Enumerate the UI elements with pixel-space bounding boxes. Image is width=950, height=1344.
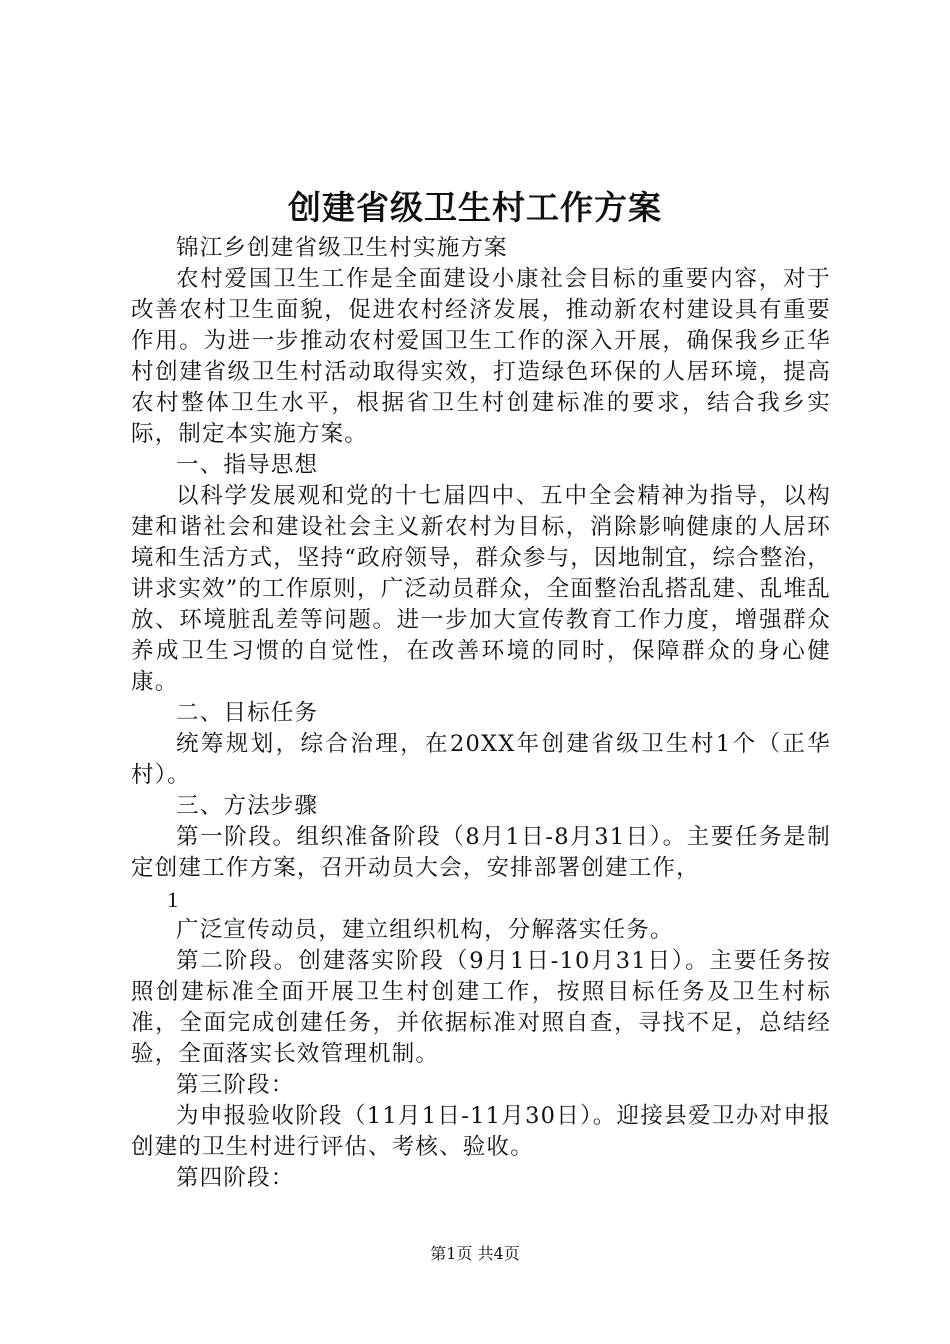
section-heading-methods: 三、方法步骤 — [176, 793, 319, 819]
inline-page-number: 1 — [167, 887, 180, 912]
stage-one-paragraph: 第一阶段。组织准备阶段（8月1日-8月31日）。主要任务是制定创建工作方案，召开动员大会，安排部署创建工作， — [131, 824, 831, 881]
document-title: 创建省级卫生村工作方案 — [288, 188, 662, 227]
page-footer: 第1页 共4页 — [430, 1244, 520, 1263]
guiding-ideology-paragraph: 以科学发展观和党的十七届四中、五中全会精神为指导，以构建和谐社会和建设社会主义新农村为目标，消除影响健康的人居环境和生活方式，坚持“政府领导，群众参与，因地制宜，综合整治，讲求实效”的工作原则，广泛动员群众，全面整治乱搭乱建、乱堆乱放、环境脏乱差等问题。进一步加大宣传教育工作力度，增强群众养成卫生习惯的自觉性，在改善环境的同时，保障群众的身心健康。 — [131, 483, 832, 695]
stage-four-heading: 第四阶段： — [176, 1165, 295, 1191]
stage-three-heading: 第三阶段： — [176, 1072, 295, 1098]
section-heading-goals: 二、目标任务 — [176, 700, 319, 726]
stage-three-paragraph: 为申报验收阶段（11月1日-11月30日）。迎接县爱卫办对申报创建的卫生村进行评估、考核、验收。 — [131, 1103, 831, 1160]
goals-paragraph: 统筹规划，综合治理，在20XX年创建省级卫生村1个（正华村）。 — [131, 731, 831, 788]
document-body — [131, 233, 831, 1194]
subtitle-paragraph: 锦江乡创建省级卫生村实施方案 — [176, 235, 508, 261]
intro-paragraph: 农村爱国卫生工作是全面建设小康社会目标的重要内容，对于改善农村卫生面貌，促进农村经济发展，推动新农村建设具有重要作用。为进一步推动农村爱国卫生工作的深入开展，确保我乡正华村创建省级卫生村活动取得实效，打造绿色环保的人居环境，提高农村整体卫生水平，根据省卫生村创建标准的要求，结合我乡实际，制定本实施方案。 — [131, 266, 831, 447]
section-heading-guiding-ideology: 一、指导思想 — [176, 452, 319, 478]
stage-two-paragraph: 第二阶段。创建落实阶段（9月1日-10月31日）。主要任务按照创建标准全面开展卫生村创建工作，按照目标任务及卫生村标准，全面完成创建任务，并依据标准对照自查，寻找不足，总结经验，全面落实长效管理机制。 — [131, 948, 831, 1067]
stage-one-continued-paragraph: 广泛宣传动员，建立组织机构，分解落实任务。 — [176, 917, 674, 943]
